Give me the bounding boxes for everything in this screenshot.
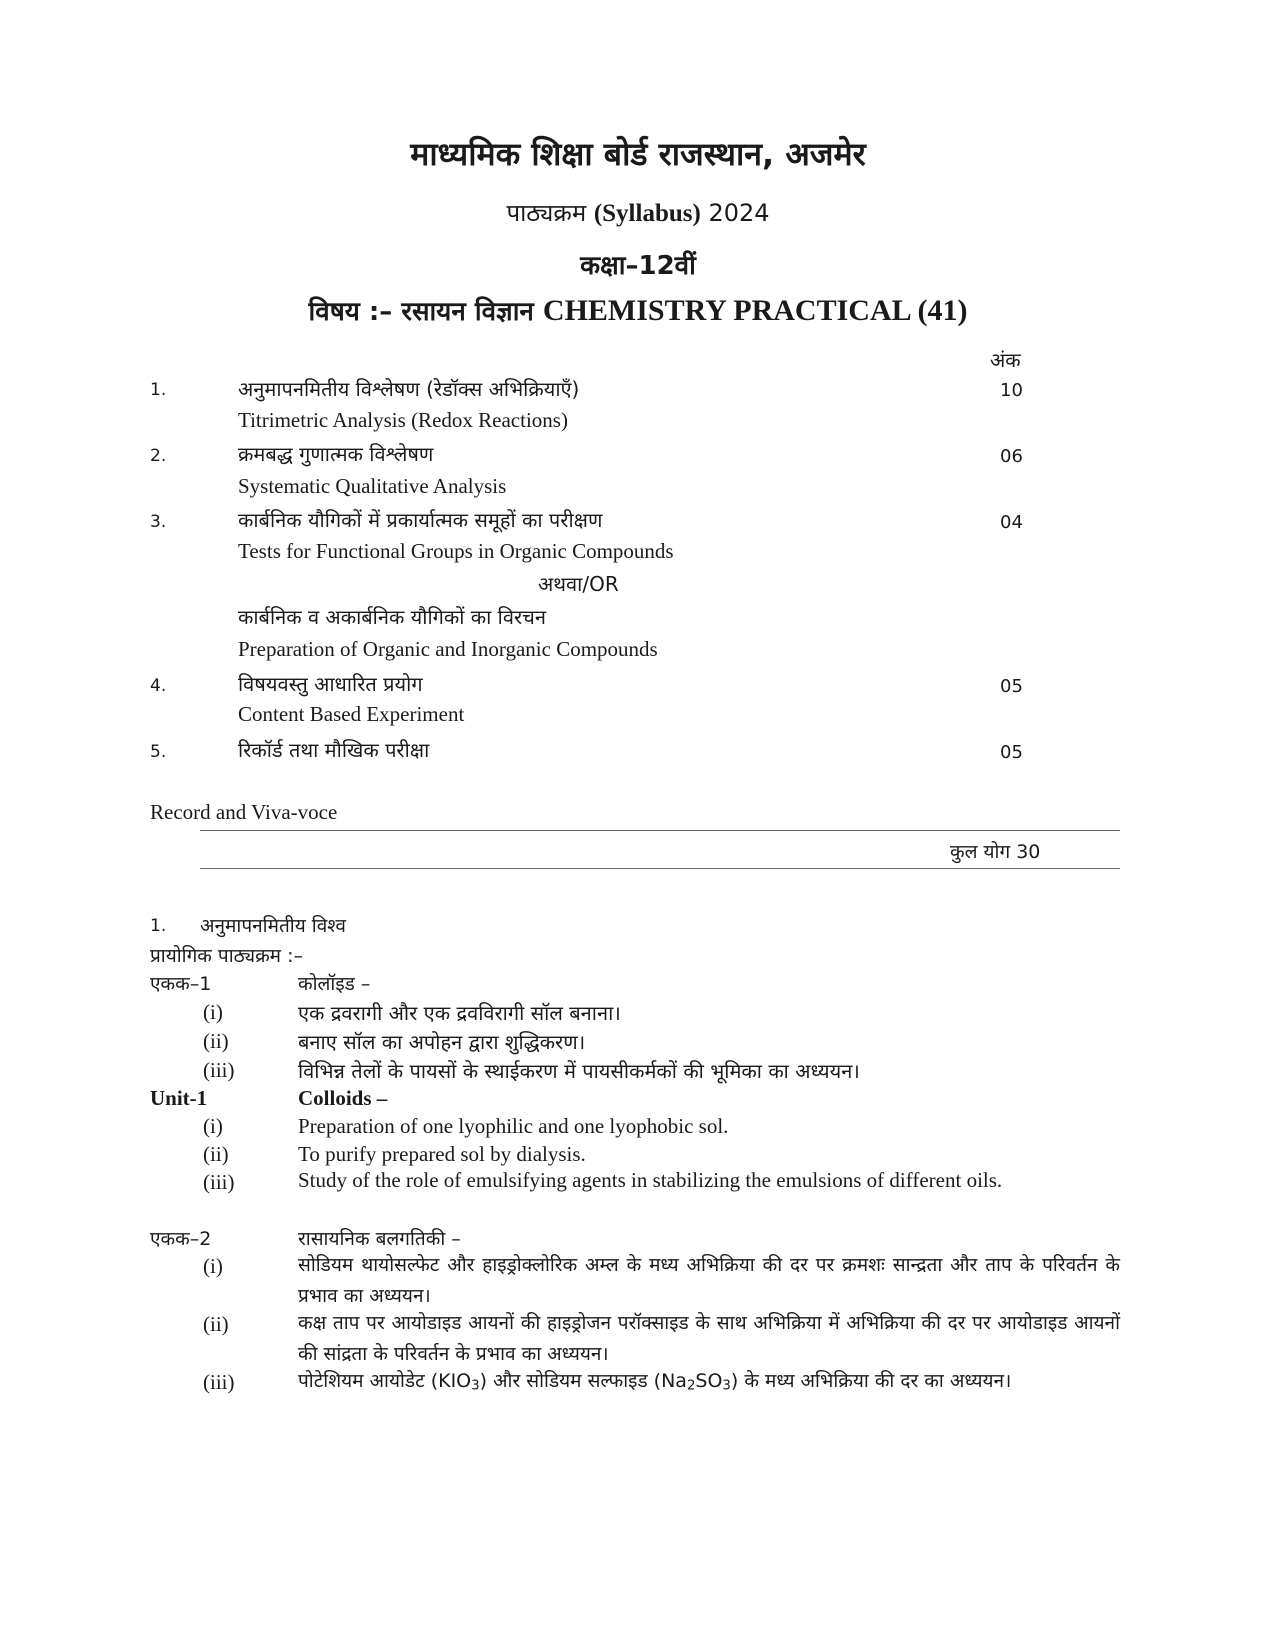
row-number: 1. <box>150 380 167 400</box>
unit-title: Colloids – <box>298 1086 388 1110</box>
subscript: 2 <box>686 1378 696 1394</box>
row-title-en: Tests for Functional Groups in Organic Compounds <box>238 539 674 563</box>
subject-hi: विषय :– रसायन विज्ञान <box>308 297 534 327</box>
row-number: 3. <box>150 512 167 532</box>
item-text-part: ) के मध्य अभिक्रिया की दर का अध्ययन। <box>730 1370 1012 1392</box>
item-text: Preparation of one lyophilic and one lyophobic sol. <box>298 1114 729 1138</box>
alt-title-hi: कार्बनिक व अकार्बनिक यौगिकों का विरचन <box>238 605 546 629</box>
row-title-hi: अनुमापनमितीय विश्लेषण (रेडॉक्स अभिक्रियाएँ) <box>238 377 580 401</box>
row-marks: 04 <box>1000 512 1023 533</box>
item-number: (iii) <box>203 1370 235 1394</box>
item-number: (i) <box>203 1114 223 1138</box>
item-number: (ii) <box>203 1312 229 1336</box>
row-title-hi: विषयवस्तु आधारित प्रयोग <box>238 672 423 696</box>
row-title-hi: क्रमबद्ध गुणात्मक विश्लेषण <box>238 442 434 466</box>
section-heading: प्रायोगिक पाठ्यक्रम :– <box>150 945 303 967</box>
item-text: बनाए सॉल का अपोहन द्वारा शुद्धिकरण। <box>298 1030 586 1054</box>
marks-header: अंक <box>990 348 1021 372</box>
unit-label: Unit-1 <box>150 1086 208 1110</box>
record-title-en: Record and Viva-voce <box>150 800 338 824</box>
item-number: (iii) <box>203 1058 235 1082</box>
item-number: (ii) <box>203 1142 229 1166</box>
item-number: (i) <box>203 1000 223 1024</box>
row-marks: 05 <box>1000 676 1023 697</box>
syllabus-year: 2024 <box>708 199 770 227</box>
row-marks: 05 <box>1000 742 1023 763</box>
row-marks: 10 <box>1000 380 1023 401</box>
subject-en: CHEMISTRY PRACTICAL (41) <box>542 294 968 327</box>
unit-label: एकक–1 <box>150 973 212 995</box>
unit-label: एकक–2 <box>150 1228 212 1250</box>
or-label: अथवा/OR <box>538 572 619 596</box>
subject-title <box>0 292 1276 328</box>
unit-title: रासायनिक बलगतिकी – <box>298 1228 461 1250</box>
row-number: 2. <box>150 446 167 466</box>
item-number: 1. <box>150 916 167 936</box>
item-text: एक द्रवरागी और एक द्रवविरागी सॉल बनाना। <box>298 1001 621 1025</box>
total-marks: कुल योग 30 <box>950 841 1041 863</box>
item-number: (ii) <box>203 1029 229 1053</box>
class-title: कक्षा–12वीं <box>580 251 696 281</box>
item-text: Study of the role of emulsifying agents in stabilizing the emulsions of different oils. <box>298 1168 1003 1192</box>
row-title-hi: रिकॉर्ड तथा मौखिक परीक्षा <box>238 738 430 762</box>
divider <box>200 830 1120 831</box>
item-text-part: SO <box>695 1370 723 1392</box>
item-text-part: ) और सोडियम सल्फाइड (Na <box>479 1370 687 1392</box>
item-title: अनुमापनमितीय विश्व <box>200 915 346 937</box>
divider <box>200 868 1120 869</box>
subscript: 3 <box>471 1378 480 1394</box>
syllabus-title <box>0 196 1276 229</box>
alt-title-en: Preparation of Organic and Inorganic Compounds <box>238 637 658 661</box>
item-number: (iii) <box>203 1170 235 1194</box>
item-text: सोडियम थायोसल्फेट और हाइड्रोक्लोरिक अम्ल के मध्य अभिक्रिया की दर पर क्रमशः सान्द्रता और ताप के परिवर्तन के प्रभाव का अध्ययन। <box>298 1254 1120 1307</box>
item-text: विभिन्न तेलों के पायसों के स्थाईकरण में पायसीकर्मकों की भूमिका का अध्ययन। <box>298 1059 860 1083</box>
syllabus-hi: पाठ्यक्रम <box>506 199 587 227</box>
item-number: (i) <box>203 1254 223 1278</box>
row-title-hi: कार्बनिक यौगिकों में प्रकार्यात्मक समूहों का परीक्षण <box>238 508 603 532</box>
subscript: 3 <box>722 1378 731 1394</box>
item-text: To purify prepared sol by dialysis. <box>298 1142 586 1166</box>
row-number: 5. <box>150 742 167 762</box>
row-number: 4. <box>150 676 167 696</box>
row-title-en: Titrimetric Analysis (Redox Reactions) <box>238 408 568 432</box>
board-title: माध्यमिक शिक्षा बोर्ड राजस्थान, अजमेर <box>410 135 866 173</box>
item-text <box>298 1366 1120 1397</box>
item-text-part: पोटेशियम आयोडेट (KIO <box>298 1370 472 1392</box>
item-text: कक्ष ताप पर आयोडाइड आयनों की हाइड्रोजन परॉक्साइड के साथ अभिक्रिया में अभिक्रिया की दर पर आयोडाइड आयनों की सांद्रता के परिवर्तन के प्रभाव का अध्ययन। <box>298 1312 1120 1365</box>
syllabus-en: (Syllabus) <box>593 200 701 227</box>
row-title-en: Systematic Qualitative Analysis <box>238 474 507 498</box>
unit-title: कोलॉइड – <box>298 973 371 995</box>
row-title-en: Content Based Experiment <box>238 702 465 726</box>
row-marks: 06 <box>1000 446 1023 467</box>
